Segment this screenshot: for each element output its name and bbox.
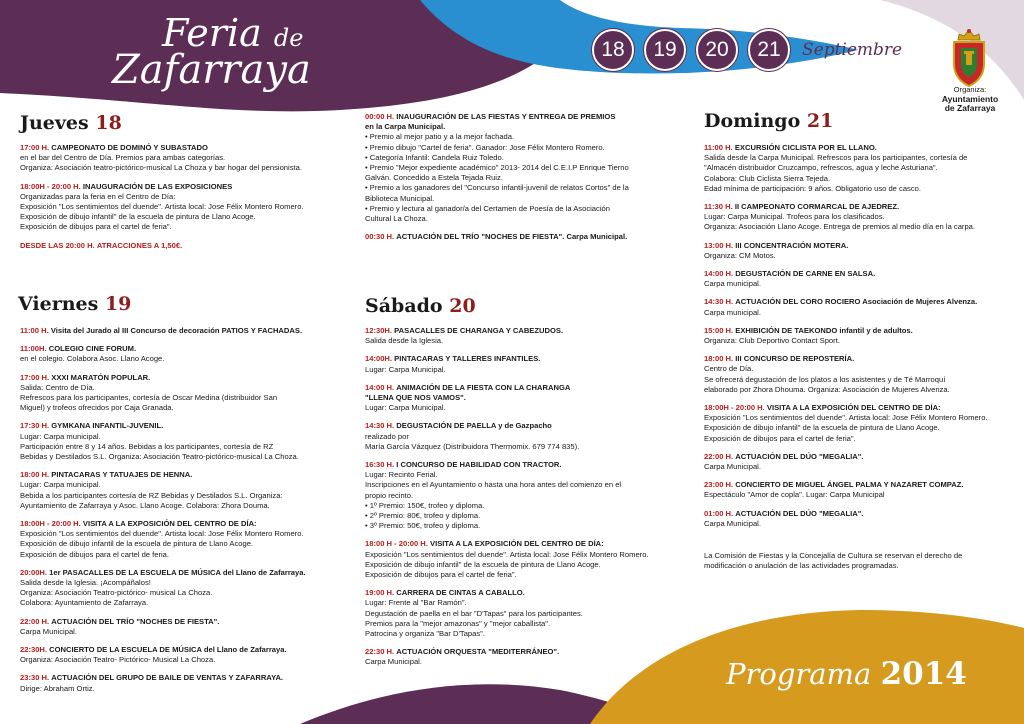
event-headline	[365, 354, 665, 364]
event-time: 20:00H.	[20, 567, 48, 577]
event-time: 14:00 H.	[365, 382, 395, 392]
event-headline	[704, 326, 1014, 336]
event-detail-line: Lugar: Carpa Municipal. Trofeos para los clasificados.	[704, 212, 885, 222]
organiza-name-line2: de Zafarraya	[944, 103, 996, 114]
event-detail-line: Centro de Día.	[704, 364, 754, 374]
event-title: ACTUACIÓN DEL GRUPO DE BAILE DE VENTAS Y ZAFARRAYA.	[51, 673, 284, 683]
day-name: Sábado	[365, 295, 443, 317]
day-heading-domingo	[704, 110, 833, 132]
event-detail-line: • Premio al mejor patio y a la mejor fachada.	[365, 132, 515, 142]
organiza-block	[930, 86, 1010, 114]
event-time: 11:30 H.	[704, 202, 733, 212]
event-headline	[365, 232, 665, 242]
event-item	[365, 539, 665, 580]
event-title: ACTUACIÓN DEL TRÍO "NOCHES DE FIESTA". Carpa Municipal.	[396, 232, 628, 242]
event-detail-line: Dirige: Abraham Ortiz.	[20, 683, 95, 693]
event-headline	[365, 539, 665, 549]
event-detail-line: Exposición de dibujos para el cartel de feria.	[20, 549, 170, 559]
event-detail-line: en el bar del Centro de Día. Premios para ambas categorías.	[20, 153, 226, 163]
event-detail-line: "Almacén distribuidor Cruzcampo, refrescos, agua y leche Asturiana".	[704, 163, 938, 173]
event-time: 14:30 H.	[704, 297, 734, 307]
domingo-events	[704, 143, 1014, 537]
event-time: 18:00H - 20:00 H.	[20, 519, 81, 529]
event-headline	[704, 480, 1014, 490]
event-title: DEGUSTACIÓN DE PAELLA y de Gazpacho	[396, 421, 552, 431]
event-title: DEGUSTACIÓN DE CARNE EN SALSA.	[735, 269, 876, 279]
dates-row	[592, 29, 902, 71]
event-headline	[20, 470, 355, 480]
event-title: ACTUACIÓN DEL CORO ROCIERO Asociación de Mujeres Alvenza.	[735, 297, 978, 307]
programa-year: 2014	[880, 656, 967, 692]
event-time: 18:00H - 20:00 H.	[704, 403, 765, 413]
event-item	[365, 460, 665, 531]
event-detail-line: Lugar: Recinto Ferial.	[365, 470, 438, 480]
programa-footer	[726, 656, 967, 692]
event-detail-line: Exposición de dibujos para el cartel de feria".	[20, 222, 172, 232]
event-item	[704, 354, 1014, 395]
event-detail-line: Salida desde la Iglesia. ¡Acompáñalos!	[20, 578, 151, 588]
event-headline	[704, 509, 1014, 519]
event-item	[20, 470, 355, 511]
event-time: 11:00 H.	[20, 326, 49, 335]
event-time: 18:00 H.	[704, 354, 734, 364]
event-time: 23:00 H.	[704, 480, 734, 490]
date-circle: 21	[748, 29, 790, 71]
event-item	[704, 297, 1014, 317]
event-time: 22:30H.	[20, 645, 48, 655]
event-title: COLEGIO CINE FORUM.	[48, 344, 137, 354]
event-detail-line: propio recinto.	[365, 490, 414, 500]
event-item	[365, 383, 665, 414]
event-headline	[20, 645, 355, 655]
event-item	[20, 568, 355, 609]
event-title: EXCURSIÓN CICLISTA POR EL LLANO.	[734, 143, 877, 152]
event-detail-line: Inscripciones en el Ayuntamiento o hasta una hora antes del comienzo en el	[365, 480, 622, 490]
event-item	[365, 588, 665, 639]
day-heading-viernes	[18, 293, 131, 315]
event-headline	[365, 588, 665, 598]
event-title: EXHIBICIÓN DE TAEKONDO infantil y de adultos.	[735, 325, 913, 335]
disclaimer-line: La Comisión de Fiestas y la Concejalía de Cultura se reservan el derecho de	[704, 551, 963, 560]
event-title-cont: "LLENA QUE NOS VAMOS".	[365, 393, 466, 403]
coat-of-arms-icon	[944, 26, 994, 88]
event-time: 14:00 H.	[704, 269, 734, 279]
event-detail-line: Lugar: Carpa Municipal.	[365, 403, 446, 413]
event-detail-line: Colabora: Ayuntamiento de Zafarraya.	[20, 598, 149, 608]
event-detail-line: Galván. Concedido a Estela Tejada Ruiz.	[365, 173, 503, 183]
event-title: GYMKANA INFANTIL-JUVENIL.	[51, 421, 164, 431]
event-item	[704, 326, 1014, 346]
day-number: 18	[95, 112, 122, 134]
day-heading-jueves	[20, 112, 122, 134]
event-detail-line: Exposición de dibujos para el cartel de feria".	[704, 433, 856, 443]
event-item	[365, 326, 665, 346]
event-item	[20, 326, 355, 336]
event-title: PINTACARAS Y TATUAJES DE HENNA.	[51, 470, 193, 480]
event-title: CONCIERTO DE LA ESCUELA DE MÚSICA del Llano de Zafarraya.	[49, 645, 287, 655]
event-item	[365, 647, 665, 667]
event-title: ATRACCIONES A 1,50€.	[96, 240, 183, 250]
event-item	[20, 143, 350, 174]
event-time: 22:00 H.	[704, 451, 734, 461]
event-title: PINTACARAS Y TALLERES INFANTILES.	[394, 354, 541, 364]
event-headline	[365, 383, 665, 393]
event-detail-line: Colabora: Club Ciclista Sierra Tejeda.	[704, 173, 831, 183]
event-detail-line: Organiza: Asociación Teatro-pictórico- musical La Choza.	[20, 588, 213, 598]
event-detail-line: Exposición de dibujo infantil" de la escuela de pintura de Llano Acoge.	[365, 559, 601, 569]
event-detail-line: Exposición "Los sentimientos del duende". Artista local: Jose Félix Montero Romero.	[365, 549, 649, 559]
viernes-events	[20, 326, 355, 702]
event-item	[20, 673, 355, 693]
event-headline	[20, 373, 355, 383]
event-detail-line: Se ofrecerá degustación de los platos a los asistentes y de Té Marroquí	[704, 374, 946, 384]
event-detail-line: Cultural La Choza.	[365, 214, 428, 224]
event-headline	[704, 143, 1014, 153]
event-headline	[20, 421, 355, 431]
event-detail-line: Bebida a los participantes cortesía de RZ Bebidas y Destilados S.L. Organiza:	[20, 490, 283, 500]
event-time: 22:00 H.	[20, 616, 50, 626]
month-label: Septiembre	[802, 40, 903, 60]
event-time: 22:30 H.	[365, 647, 395, 657]
event-title: III CONCURSO DE REPOSTERÍA.	[735, 354, 855, 364]
viernes-night-events	[365, 112, 665, 250]
event-item	[20, 182, 350, 233]
event-title: ACTUACIÓN DEL DÚO "MEGALIA".	[735, 508, 864, 518]
title-feria: Feria	[162, 11, 262, 55]
event-title: VISITA A LA EXPOSICIÓN DEL CENTRO DE DÍA:	[430, 539, 604, 549]
event-detail-line: Lugar: Carpa municipal.	[20, 431, 101, 441]
event-title: INAUGURACIÓN DE LAS FIESTAS Y ENTREGA DE PREMIOS	[396, 112, 616, 121]
event-item	[20, 519, 355, 560]
event-detail-line: Exposición "Los sentimientos del duende". Artista local: Jose Félix Montero Romero.	[20, 529, 304, 539]
event-detail-line: • Premio y lectura al ganador/a del Certamen de Poesía de la Asociación	[365, 203, 610, 213]
event-detail-line: Participación entre 8 y 14 años. Bebidas a los participantes, cortesía de RZ	[20, 441, 274, 451]
date-circle: 18	[592, 29, 634, 71]
jueves-events	[20, 143, 350, 259]
event-detail-line: Espectáculo "Amor de copla". Lugar: Carpa Municipal	[704, 490, 885, 500]
event-headline	[365, 647, 665, 657]
feria-title	[112, 11, 311, 93]
event-item	[20, 344, 355, 364]
event-detail-line: • Premio a los ganadores del "Concurso infantil-juvenil de relatos Cortos" de la	[365, 183, 629, 193]
event-headline	[20, 673, 355, 683]
event-detail-line: Organiza: Asociación Teatro- Pictórico- Musical La Choza.	[20, 655, 216, 665]
event-title: I CONCURSO DE HABILIDAD CON TRACTOR.	[396, 460, 562, 470]
event-detail-line: Refrescos para los participantes, cortesía de Oscar Medina (distribuidor San	[20, 393, 278, 403]
event-headline	[20, 344, 355, 354]
event-title: ACTUACIÓN ORQUESTA "MEDITERRÁNEO".	[396, 647, 560, 657]
event-headline	[20, 326, 355, 336]
event-headline	[20, 182, 350, 192]
event-item	[704, 143, 1014, 194]
event-detail-line: • 3º Premio: 50€, trofeo y diploma.	[365, 521, 481, 531]
event-item	[704, 202, 1014, 233]
organiza-label: Organiza:	[953, 85, 987, 94]
event-detail-line: Bebidas y Destilados S.L. Organiza: Asociación Teatro-pictórico-musical La Choza.	[20, 452, 299, 462]
event-time: 11:00H.	[20, 344, 47, 354]
event-time: 13:00 H.	[704, 240, 734, 250]
event-detail-line: Carpa Municipal.	[20, 626, 77, 636]
event-headline	[704, 403, 1014, 413]
event-title: ACTUACIÓN DEL DÚO "MEGALIA".	[735, 451, 864, 461]
event-item	[20, 373, 355, 414]
disclaimer	[704, 551, 1014, 571]
event-time: 18:00 H - 20:00 H.	[365, 539, 428, 549]
event-detail-line: en el colegio. Colabora Asoc. Llano Acoge.	[20, 354, 165, 364]
event-detail-line: Organizadas para la feria en el Centro de Día:	[20, 191, 176, 201]
programa-label: Programa	[726, 657, 872, 691]
event-detail-line: Lugar: Frente al "Bar Ramón".	[365, 598, 467, 608]
event-headline	[704, 297, 1014, 307]
event-detail-line: Patrocina y organiza "Bar D'Tapas".	[365, 629, 485, 639]
event-headline	[365, 421, 665, 431]
event-time: 17:30 H.	[20, 421, 50, 431]
event-detail-line: • 2º Premio: 80€, trofeo y diploma.	[365, 511, 481, 521]
event-title-cont: en la Carpa Municipal.	[365, 122, 446, 132]
event-time: 23:30 H.	[20, 673, 50, 683]
event-detail-line: Carpa municipal.	[704, 279, 761, 289]
event-item	[20, 241, 350, 251]
event-time: 15:00 H.	[704, 325, 734, 335]
event-title: III CONCENTRACIÓN MOTERA.	[735, 240, 849, 250]
event-headline	[704, 202, 1014, 212]
event-detail-line: • Categoría Infantil: Candela Ruiz Toledo.	[365, 152, 504, 162]
date-circle: 19	[644, 29, 686, 71]
day-name: Domingo	[704, 110, 801, 132]
event-time: 17:00 H.	[20, 372, 50, 382]
event-title: ACTUACIÓN DEL TRÍO "NOCHES DE FIESTA".	[51, 616, 220, 626]
event-item	[20, 421, 355, 462]
event-detail-line: María García Vázquez (Distribuidora Thermomix. 679 774 835).	[365, 441, 580, 451]
event-title: CARRERA DE CINTAS A CABALLO.	[396, 588, 525, 598]
date-circle: 20	[696, 29, 738, 71]
event-title: 1er PASACALLES DE LA ESCUELA DE MÚSICA del Llano de Zafarraya.	[49, 567, 306, 577]
disclaimer-line: modificación o anulación de las actividades programadas.	[704, 561, 899, 571]
event-headline	[704, 269, 1014, 279]
event-item	[20, 617, 355, 637]
event-item	[704, 480, 1014, 500]
event-headline	[704, 452, 1014, 462]
event-time: 18:00H - 20:00 H.	[20, 181, 81, 191]
event-time: 17:00 H.	[20, 143, 50, 152]
event-time: 18:00 H.	[20, 470, 50, 480]
event-detail-line: • Premio "Mejor expediente académico" 2013- 2014 del C.E.I.P Enrique Tierno	[365, 163, 629, 173]
event-headline	[20, 143, 350, 153]
event-detail-line: Premios para la "mejor amazonas" y "mejor caballista".	[365, 618, 551, 628]
event-item	[704, 452, 1014, 472]
event-headline	[365, 112, 665, 122]
event-headline	[20, 568, 355, 578]
event-detail-line: elaborado por Zhora Dhouma. Organiza: Asociación de Mujeres Alvenza.	[704, 384, 950, 394]
event-time: 11:00 H.	[704, 143, 733, 152]
event-title: CONCIERTO DE MIGUEL ÁNGEL PALMA Y NAZARET COMPAZ.	[735, 480, 964, 490]
event-detail-line: Exposición "Los sentimientos del duende". Artista local: Jose Félix Montero Romero.	[20, 202, 304, 212]
event-title: Visita del Jurado al III Concurso de decoración PATIOS Y FACHADAS.	[50, 326, 303, 335]
event-detail-line: realizado por	[365, 431, 409, 441]
event-headline	[704, 354, 1014, 364]
event-item	[704, 269, 1014, 289]
event-title: XXXI MARATÓN POPULAR.	[51, 372, 151, 382]
event-time: 01:00 H.	[704, 508, 734, 518]
event-item	[365, 112, 665, 224]
day-name: Viernes	[18, 293, 99, 315]
event-detail-line: Organiza: Asociación teatro-pictórico-musical La Choza y bar hogar del pensionista.	[20, 163, 302, 173]
event-time: DESDE LAS 20:00 H.	[20, 240, 95, 250]
event-headline	[20, 617, 355, 627]
title-de: de	[273, 24, 304, 52]
event-detail-line: Edad mínima de participación: 9 años. Obligatorio uso de casco.	[704, 183, 921, 193]
event-item	[20, 645, 355, 665]
event-time: 19:00 H.	[365, 588, 395, 598]
organiza-name-line1: Ayuntamiento	[941, 93, 999, 104]
event-detail-line: Organiza: Asociación Llano Acoge. Entrega de premios al medio día en la carpa.	[704, 222, 976, 232]
event-item	[704, 509, 1014, 529]
event-detail-line: Exposición "Los sentimientos del duende". Artista local: Jose Félix Montero Romero.	[704, 413, 988, 423]
day-name: Jueves	[20, 112, 89, 134]
event-item	[365, 232, 665, 242]
event-time: 00:30 H.	[365, 232, 395, 242]
event-detail-line: Carpa Municipal.	[704, 518, 761, 528]
event-detail-line: • 1º Premio: 150€, trofeo y diploma.	[365, 500, 485, 510]
event-headline	[365, 460, 665, 470]
event-title: ANIMACIÓN DE LA FIESTA CON LA CHARANGA	[396, 382, 571, 392]
title-zafarraya: Zafarraya	[112, 47, 311, 93]
event-time: 14:00H.	[365, 354, 393, 364]
event-detail-line: Salida desde la Iglesia.	[365, 336, 444, 346]
event-headline	[20, 519, 355, 529]
event-detail-line: • Premio dibujo "Cartel de feria". Ganador: Jose Félix Montero Romero.	[365, 142, 605, 152]
event-time: 14:30 H.	[365, 421, 395, 431]
event-title: CAMPEONATO DE DOMINÓ Y SUBASTADO	[51, 143, 208, 152]
event-item	[365, 421, 665, 452]
event-time: 12:30H.	[365, 326, 393, 335]
event-detail-line: Carpa Municipal.	[365, 657, 422, 667]
event-headline	[365, 326, 665, 336]
event-detail-line: Lugar: Carpa Municipal.	[365, 364, 446, 374]
event-detail-line: Carpa Municipal.	[704, 462, 761, 472]
event-headline	[20, 241, 350, 251]
event-detail-line: Ayuntamiento de Zafarraya y Asoc. Llano Acoge. Colabora: Zhora Douma.	[20, 500, 270, 510]
event-headline	[704, 241, 1014, 251]
event-detail-line: Exposición de dibujos para el cartel de feria".	[365, 570, 517, 580]
event-detail-line: Miguel) y trofeos ofrecidos por Caja Granada.	[20, 403, 174, 413]
event-detail-line: Lugar: Carpa municipal.	[20, 480, 101, 490]
event-time: 16:30 H.	[365, 460, 395, 470]
day-number: 19	[104, 293, 132, 315]
day-heading-sabado	[365, 295, 476, 317]
event-detail-line: Carpa municipal.	[704, 307, 761, 317]
day-number: 20	[449, 295, 476, 317]
event-item	[704, 403, 1014, 444]
event-detail-line: Degustación de paella en el bar "D'Tapas" para los participantes.	[365, 608, 583, 618]
event-item	[704, 241, 1014, 261]
event-time: 00:00 H.	[365, 112, 395, 121]
event-detail-line: Biblioteca Municipal.	[365, 193, 435, 203]
event-item	[365, 354, 665, 374]
event-detail-line: Organiza: CM Motos.	[704, 250, 776, 260]
event-detail-line: Organiza: Club Deportivo Contact Sport.	[704, 336, 840, 346]
event-title: VISITA A LA EXPOSICIÓN DEL CENTRO DE DÍA:	[82, 519, 257, 529]
event-detail-line: Exposición de dibujo infantil" de la escuela de pintura de Llano Acoge.	[704, 423, 940, 433]
event-detail-line: Exposición de dibujo infantil" de la escuela de pintura de Llano Acoge.	[20, 212, 256, 222]
event-title: INAUGURACIÓN DE LAS EXPOSICIONES	[82, 181, 233, 191]
event-detail-line: Salida: Centro de Día.	[20, 382, 95, 392]
day-number: 21	[806, 110, 834, 132]
sabado-events	[365, 326, 665, 676]
event-detail-line: Exposición de dibujo infantil de la escuela de pintura de Llano Acoge.	[20, 539, 254, 549]
event-detail-line: Salida desde la Carpa Municipal. Refrescos para los participantes, cortesía de	[704, 153, 968, 163]
event-title: VISITA A LA EXPOSICIÓN DEL CENTRO DE DÍA:	[766, 403, 941, 413]
event-title: PASACALLES DE CHARANGA Y CABEZUDOS.	[394, 326, 564, 335]
event-title: II CAMPEONATO CORMARCAL DE AJEDREZ.	[734, 202, 900, 212]
